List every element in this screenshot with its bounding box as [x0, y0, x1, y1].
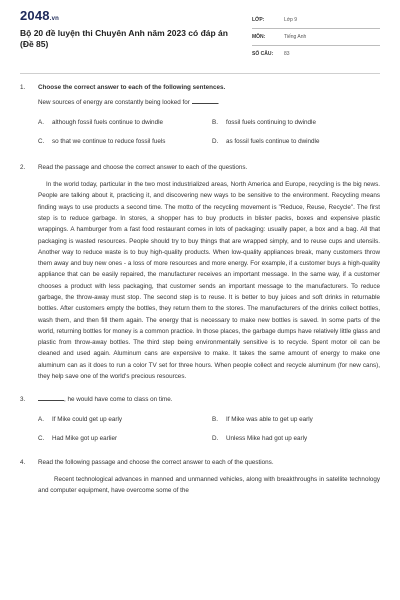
- meta-label: MÔN:: [252, 34, 266, 40]
- question-stem: [38, 97, 380, 108]
- document-title: Bộ 20 đề luyện thi Chuyên Anh năm 2023 có đáp án (Đề 85): [20, 28, 228, 49]
- meta-row-class: [252, 12, 380, 29]
- meta-row-count: [252, 46, 380, 62]
- option-b[interactable]: [212, 117, 380, 128]
- meta-row-subject: [252, 29, 380, 46]
- option-a[interactable]: [38, 117, 206, 128]
- option-d[interactable]: [212, 433, 380, 444]
- option-text: fossil fuels continuing to dwindle: [226, 118, 316, 126]
- stem-end: .: [217, 99, 220, 107]
- question-instruction: Read the passage and choose the correct answer to each of the questions.: [38, 163, 248, 171]
- answer-options: [38, 414, 380, 445]
- option-c[interactable]: [38, 433, 206, 444]
- option-text: although fossil fuels continue to dwindle: [52, 118, 163, 126]
- stem-text: New sources of energy are constantly being looked for: [38, 99, 190, 107]
- option-letter: A.: [38, 415, 44, 423]
- question-number: 1.: [20, 84, 26, 91]
- option-a[interactable]: [38, 414, 206, 425]
- option-letter: D.: [212, 138, 219, 146]
- answer-options: [38, 117, 380, 148]
- site-logo[interactable]: [20, 8, 59, 23]
- question-instruction: Choose the correct answer to each of the following sentences.: [38, 84, 226, 91]
- logo-main: 2048: [20, 8, 50, 23]
- reading-passage: Recent technological advances in manned and unmanned vehicles, along with breakthroughs in satellite technology and computer equipment, have overcome some of the: [38, 476, 380, 495]
- meta-value: Tiếng Anh: [284, 34, 307, 40]
- option-text: so that we continue to reduce fossil fuels: [52, 138, 166, 146]
- meta-value: Lớp 9: [284, 17, 298, 23]
- meta-label: SỐ CÂU:: [252, 51, 274, 57]
- option-text: as fossil fuels continue to dwindle: [226, 138, 320, 146]
- option-letter: C.: [38, 435, 45, 443]
- question-number: 4.: [20, 458, 26, 466]
- option-letter: D.: [212, 435, 219, 443]
- option-text: If Mike could get up early: [52, 415, 123, 423]
- question-list: [20, 82, 380, 503]
- answer-blank: [192, 97, 220, 107]
- header-divider: [20, 73, 380, 74]
- stem-text: , he would have come to class on time.: [64, 396, 173, 404]
- option-text: Had Mike got up earlier: [52, 435, 118, 443]
- logo-suffix: .vn: [49, 16, 60, 22]
- option-text: If Mike was able to get up early: [226, 415, 313, 423]
- question-number: 3.: [20, 396, 26, 404]
- option-letter: B.: [212, 415, 218, 423]
- option-c[interactable]: [38, 136, 206, 147]
- question-stem: [38, 394, 380, 405]
- meta-table: [252, 12, 380, 62]
- option-letter: A.: [38, 118, 44, 126]
- option-d[interactable]: [212, 136, 380, 147]
- question-4: [20, 457, 380, 497]
- meta-value: 83: [284, 51, 290, 57]
- answer-blank: [38, 394, 64, 401]
- option-letter: C.: [38, 138, 45, 146]
- question-number: 2.: [20, 163, 26, 171]
- option-letter: B.: [212, 118, 218, 126]
- question-3: [20, 394, 380, 444]
- question-1: [20, 82, 380, 148]
- option-b[interactable]: [212, 414, 380, 425]
- reading-passage: In the world today, particular in the two most industrialized areas, North America and Europe, recycling is the big news. People are talking about it, practicing it, and discovering new ways to be sensitive to the environment. Recycling means finding ways to use products a second time. The motto of the recycling movement is "Reduce, Reuse, Recycle". The first step is to reduce garbage. In stores, a shopper has to buy products in blister packs, boxes and expensive plastic wrappings. A hamburger from a fast food restaurant comes in lots of packaging: usually paper, a box and a bag. All that packaging is wasted resources. People should try to buy things that are wrapped simply, and to reuse cups and utensils. Another way to reduce waste is to buy high-quality products. When low-quality appliances break, many customers throw them away and buy new ones - a loss of more resources and more energy. For example, if a customer buys a high-quality appliance that can be easily repaired, the manufacturer receives an important message. In the same way, if a customer chooses a product with less packaging, that customer sends an important message to the manufacturers. To reduce garbage, the throw-away must stop. The second step is to reuse. It is better to buy juices and soft drinks in returnable bottles. After customers empty the bottles, they return them to the stores. The manufacturers of the drinks collect bottles, wash them, and then fill them again. The energy that is necessary to make new bottles is saved. In some parts of the world, returning bottles for money is a common practice. In those places, the garbage dumps have relatively little glass and plastic from throw-away bottles. The third step being environmentally sensitive is to recycle. Spent motor oil can be cleaned and used again. Aluminum cans are expensive to make. It takes the same amount of energy to make one aluminum can as it does to run a color TV set for three hours. When people collect and recycle aluminum (for new cans), they help save one of the world's precious resources.: [38, 181, 380, 381]
- option-text: Unless Mike had got up early: [226, 435, 308, 443]
- meta-label: LỚP:: [252, 17, 265, 23]
- page-header: [0, 0, 400, 64]
- question-2: [20, 162, 380, 383]
- question-instruction: Read the following passage and choose the correct answer to each of the questions.: [38, 458, 274, 466]
